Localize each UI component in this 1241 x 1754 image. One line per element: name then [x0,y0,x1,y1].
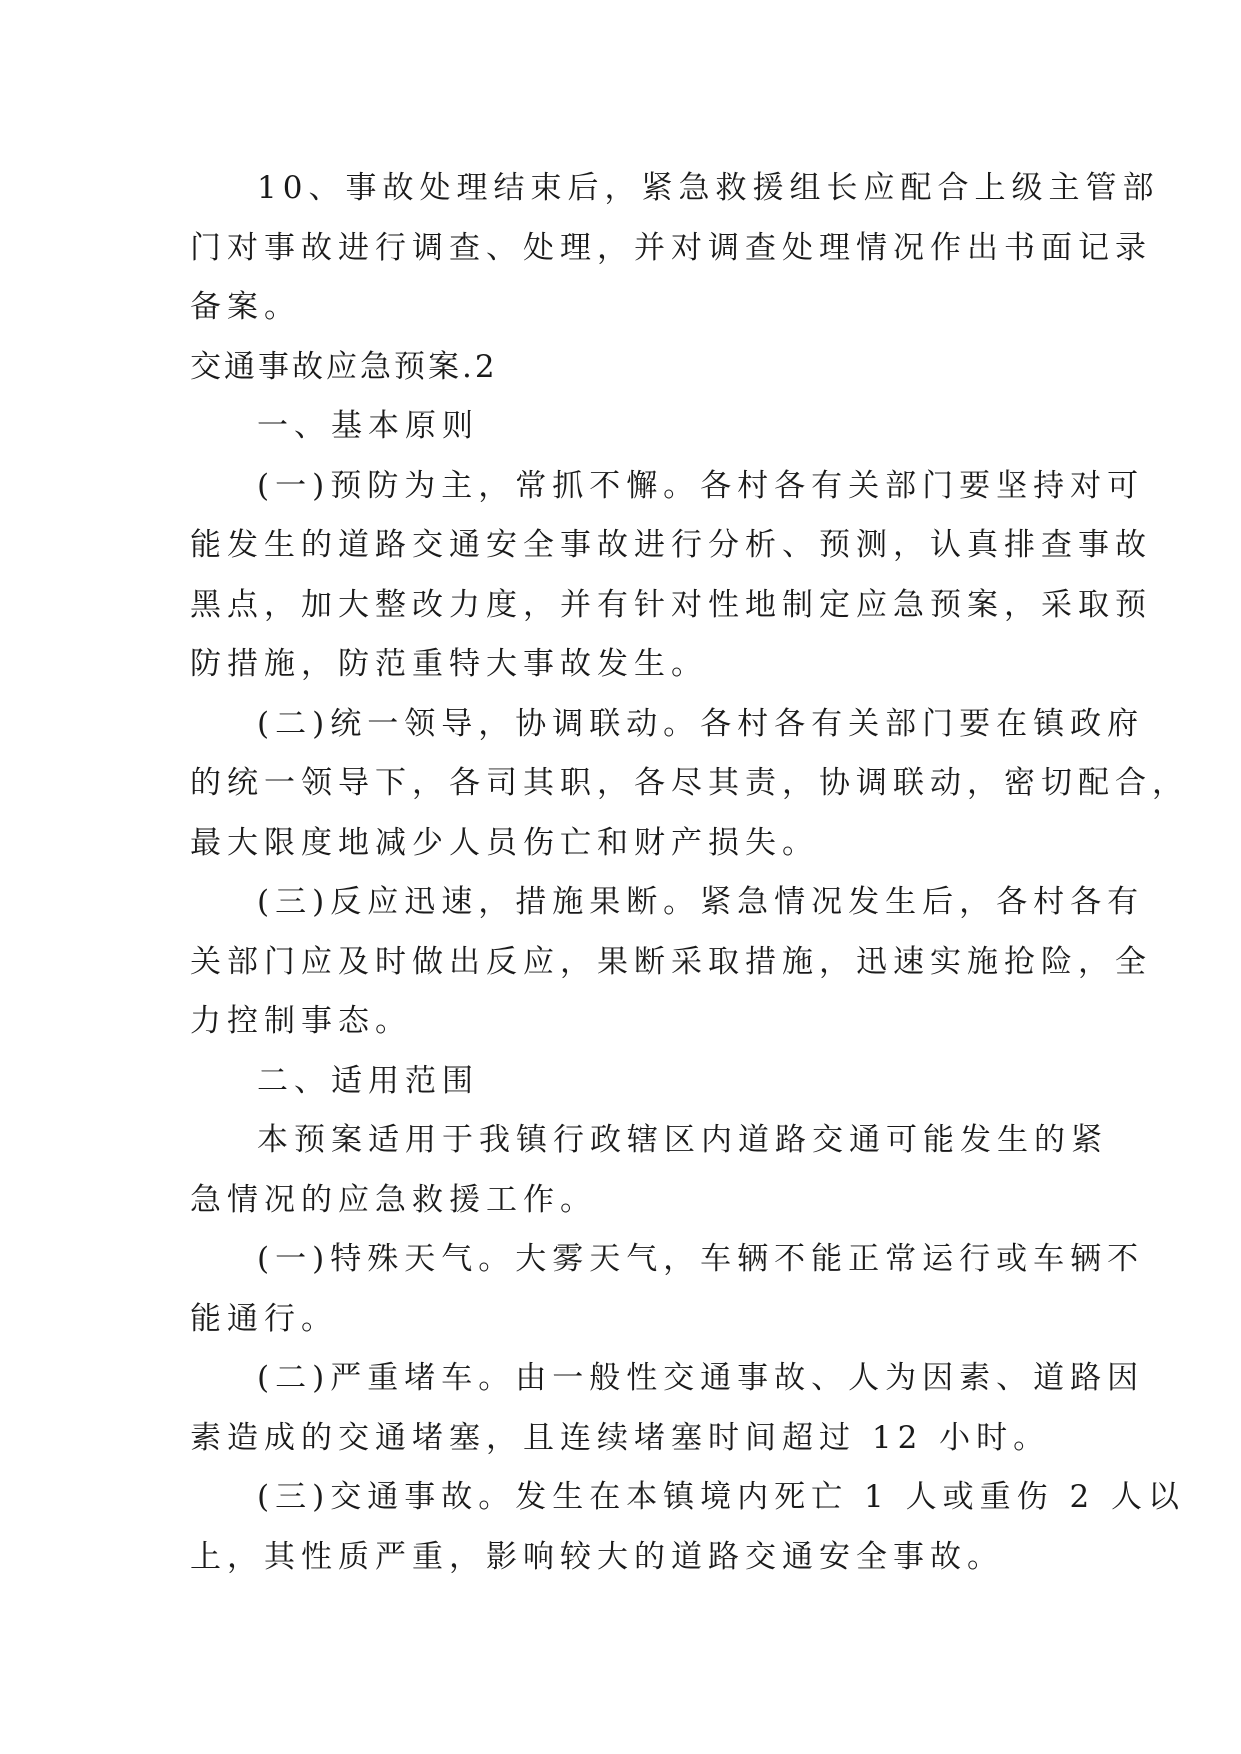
paragraph-line: 关部门应及时做出反应，果断采取措施，迅速实施抢险，全 [190,943,1152,980]
section-heading: 一、基本原则 [257,408,479,444]
paragraph-line: 黑点，加大整改力度，并有针对性地制定应急预案，采取预 [190,586,1152,623]
paragraph-line: (二)严重堵车。由一般性交通事故、人为因素、道路因 [257,1360,1145,1396]
paragraph-line: 急情况的应急救援工作。 [190,1181,597,1218]
paragraph-line: 力控制事态。 [190,1003,412,1039]
paragraph-line: (三)交通事故。发生在本镇境内死亡 1 人或重伤 2 人以 [257,1479,1186,1515]
paragraph-line: 能通行。 [190,1300,338,1337]
paragraph-line: 备案。 [190,289,301,325]
paragraph-line: 本预案适用于我镇行政辖区内道路交通可能发生的紧 [257,1122,1108,1158]
paragraph-line: 能发生的道路交通安全事故进行分析、预测，认真排查事故 [190,527,1152,563]
paragraph-line: 10、事故处理结束后，紧急救援组长应配合上级主管部 [257,170,1160,206]
paragraph-line: 门对事故进行调查、处理，并对调查处理情况作出书面记录 [190,229,1152,266]
paragraph-line: (二)统一领导，协调联动。各村各有关部门要在镇政府 [257,705,1145,742]
paragraph-line: (三)反应迅速，措施果断。紧急情况发生后，各村各有 [257,884,1145,920]
paragraph-line: 的统一领导下，各司其职，各尽其责，协调联动，密切配合， [190,765,1189,801]
paragraph-line: 上，其性质严重，影响较大的道路交通安全事故。 [190,1538,1004,1575]
section-title: 交通事故应急预案.2 [190,348,498,385]
section-heading: 二、适用范围 [257,1062,479,1099]
paragraph-line: 防措施，防范重特大事故发生。 [190,646,708,682]
paragraph-line: 素造成的交通堵塞，且连续堵塞时间超过 12 小时。 [190,1419,1051,1456]
paragraph-line: (一)预防为主，常抓不懈。各村各有关部门要坚持对可 [257,467,1145,504]
paragraph-line: 最大限度地减少人员伤亡和财产损失。 [190,824,819,861]
document-body [190,159,1189,1587]
paragraph-line: (一)特殊天气。大雾天气，车辆不能正常运行或车辆不 [257,1241,1145,1277]
